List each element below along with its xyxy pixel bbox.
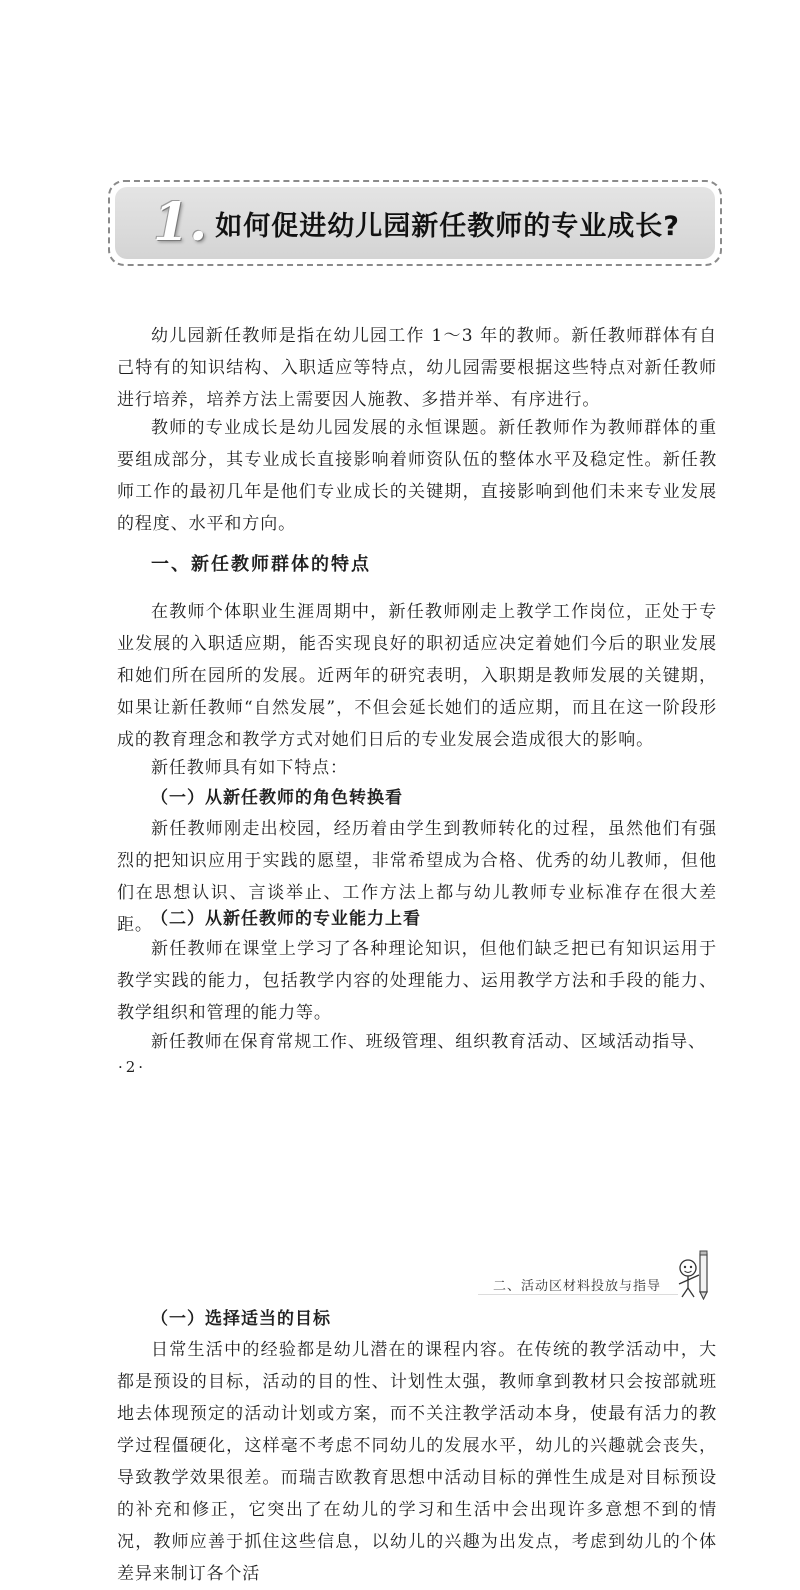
book-page-next — [0, 1090, 800, 1584]
chapter-title-banner — [115, 187, 715, 259]
subsection-paragraph-1: 新任教师刚走出校园，经历着由学生到教师转化的过程，虽然他们有强烈的把知识应用于实践的愿望，非常希望成为合格、优秀的幼儿教师，但他们在思想认识、言谈举止、工作方法上都与幼儿教师专业标准存在很大差距。 — [117, 819, 717, 935]
page-number: ·2· — [118, 1058, 147, 1076]
subsection-heading-2: （二）从新任教师的专业能力上看 — [151, 909, 421, 929]
continued-paragraph: 新任教师在保育常规工作、班级管理、组织教育活动、区域活动指导、 — [151, 1032, 706, 1052]
subsection-heading-1: （一）从新任教师的角色转换看 — [151, 788, 403, 808]
mascot-with-pencil-icon — [676, 1250, 712, 1300]
running-head: 二、活动区材料投放与指导 — [493, 1279, 662, 1294]
chapter-title-box — [108, 180, 722, 266]
body-paragraph: 日常生活中的经验都是幼儿潜在的课程内容。在传统的教学活动中，大都是预设的目标，活动的目的性、计划性太强，教师拿到教材只会按部就班地去体现预定的活动计划或方案，而不关注教学活动本身，使最有活力的教学过程僵硬化，这样毫不考虑不同幼儿的发展水平，幼儿的兴趣就会丧失，导致教学效果很差。而瑞吉欧教育思想中活动目标的弹性生成是对目标预设的补充和修正，它突出了在幼儿的学习和生活中会出现许多意想不到的情况，教师应善于抓住这些信息，以幼儿的兴趣为出发点，考虑到幼儿的个体差异来制订各个活 — [117, 1340, 717, 1584]
intro-paragraph-2: 教师的专业成长是幼儿园发展的永恒课题。新任教师作为教师群体的重要组成部分，其专业成长直接影响着师资队伍的整体水平及稳定性。新任教师工作的最初几年是他们专业成长的关键期，直接影响到他们未来专业发展的程度、水平和方向。 — [117, 418, 717, 534]
section-paragraph-2: 新任教师具有如下特点： — [151, 758, 348, 778]
section-heading: 一、新任教师群体的特点 — [151, 554, 371, 575]
intro-paragraph-1: 幼儿园新任教师是指在幼儿园工作 1～3 年的教师。新任教师群体有自己特有的知识结构、入职适应等特点，幼儿园需要根据这些特点对新任教师进行培养，培养方法上需要因人施教、多措并举、有序进行。 — [117, 326, 717, 410]
section-paragraph-1: 在教师个体职业生涯周期中，新任教师刚走上教学工作岗位，正处于专业发展的入职适应期，能否实现良好的职初适应决定着她们今后的职业发展和她们所在园所的发展。近两年的研究表明，入职期是教师发展的关键期，如果让新任教师“自然发展”，不但会延长她们的适应期，而且在这一阶段形成的教育理念和教学方式对她们日后的专业发展会造成很大的影响。 — [117, 602, 717, 750]
running-head-rule — [478, 1294, 678, 1295]
subsection-paragraph-2: 新任教师在课堂上学习了各种理论知识，但他们缺乏把已有知识运用于教学实践的能力，包括教学内容的处理能力、运用教学方法和手段的能力、教学组织和管理的能力等。 — [117, 939, 717, 1023]
chapter-number: 1. — [153, 192, 208, 253]
subsection-heading: （一）选择适当的目标 — [151, 1309, 331, 1329]
chapter-title: 如何促进幼儿园新任教师的专业成长? — [215, 210, 680, 242]
